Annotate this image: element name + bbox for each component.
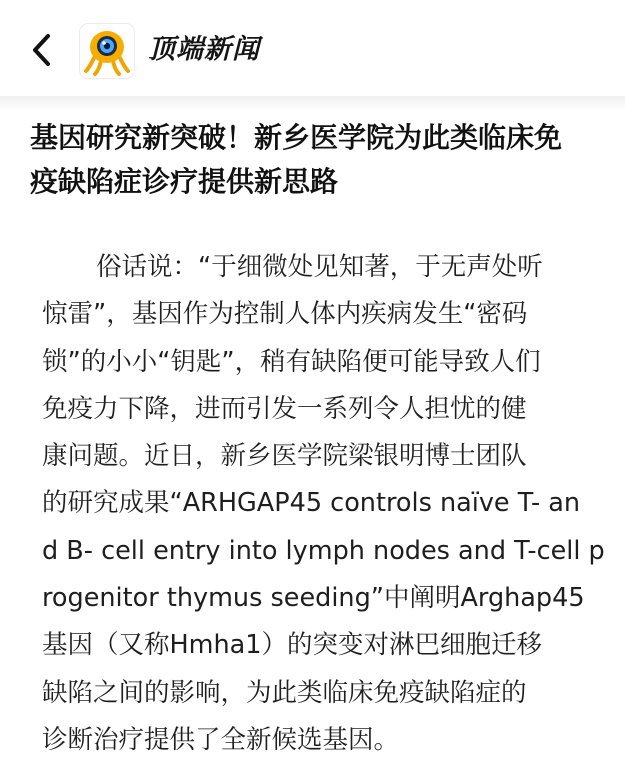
header-divider [0, 96, 625, 108]
article-body-line: 缺陷之间的影响，为此类临床免疫缺陷症的 [42, 677, 527, 708]
article-body-line: 俗话说：“于细微处见知著，于无声处听 [96, 252, 543, 282]
article-body-line: rogenitor thymus seeding”中阐明Arghap45 [42, 583, 585, 614]
app-logo [80, 24, 134, 78]
article-body-line: 的研究成果“ARHGAP45 controls naïve T- an [42, 488, 581, 519]
article-body-line: 惊雷”，基因作为控制人体内疾病发生“密码 [42, 299, 528, 330]
chevron-left-icon [24, 30, 60, 70]
article-title-line: 疫缺陷症诊疗提供新思路 [30, 165, 339, 198]
back-button[interactable] [24, 30, 60, 70]
article-title [30, 116, 605, 204]
article-body-line: 康问题。近日，新乡医学院梁银明博士团队 [42, 441, 527, 472]
app-header [0, 0, 625, 96]
article-body-line: 锁”的小小“钥匙”，稍有缺陷便可能导致人们 [42, 346, 541, 377]
app-name: 顶端新闻 [148, 34, 260, 65]
article-body-line: 诊断治疗提供了全新候选基因。 [42, 724, 400, 755]
article-body-line: d B- cell entry into lymph nodes and T-cell p [42, 535, 605, 566]
article-title-line: 基因研究新突破！新乡医学院为此类临床免 [30, 121, 563, 154]
article-body-line: 基因（又称Hmha1）的突变对淋巴细胞迁移 [42, 630, 543, 661]
octopus-mascot-icon [80, 24, 134, 78]
article-body [42, 244, 605, 764]
article-body-line: 免疫力下降，进而引发一系列令人担忧的健 [42, 393, 527, 424]
